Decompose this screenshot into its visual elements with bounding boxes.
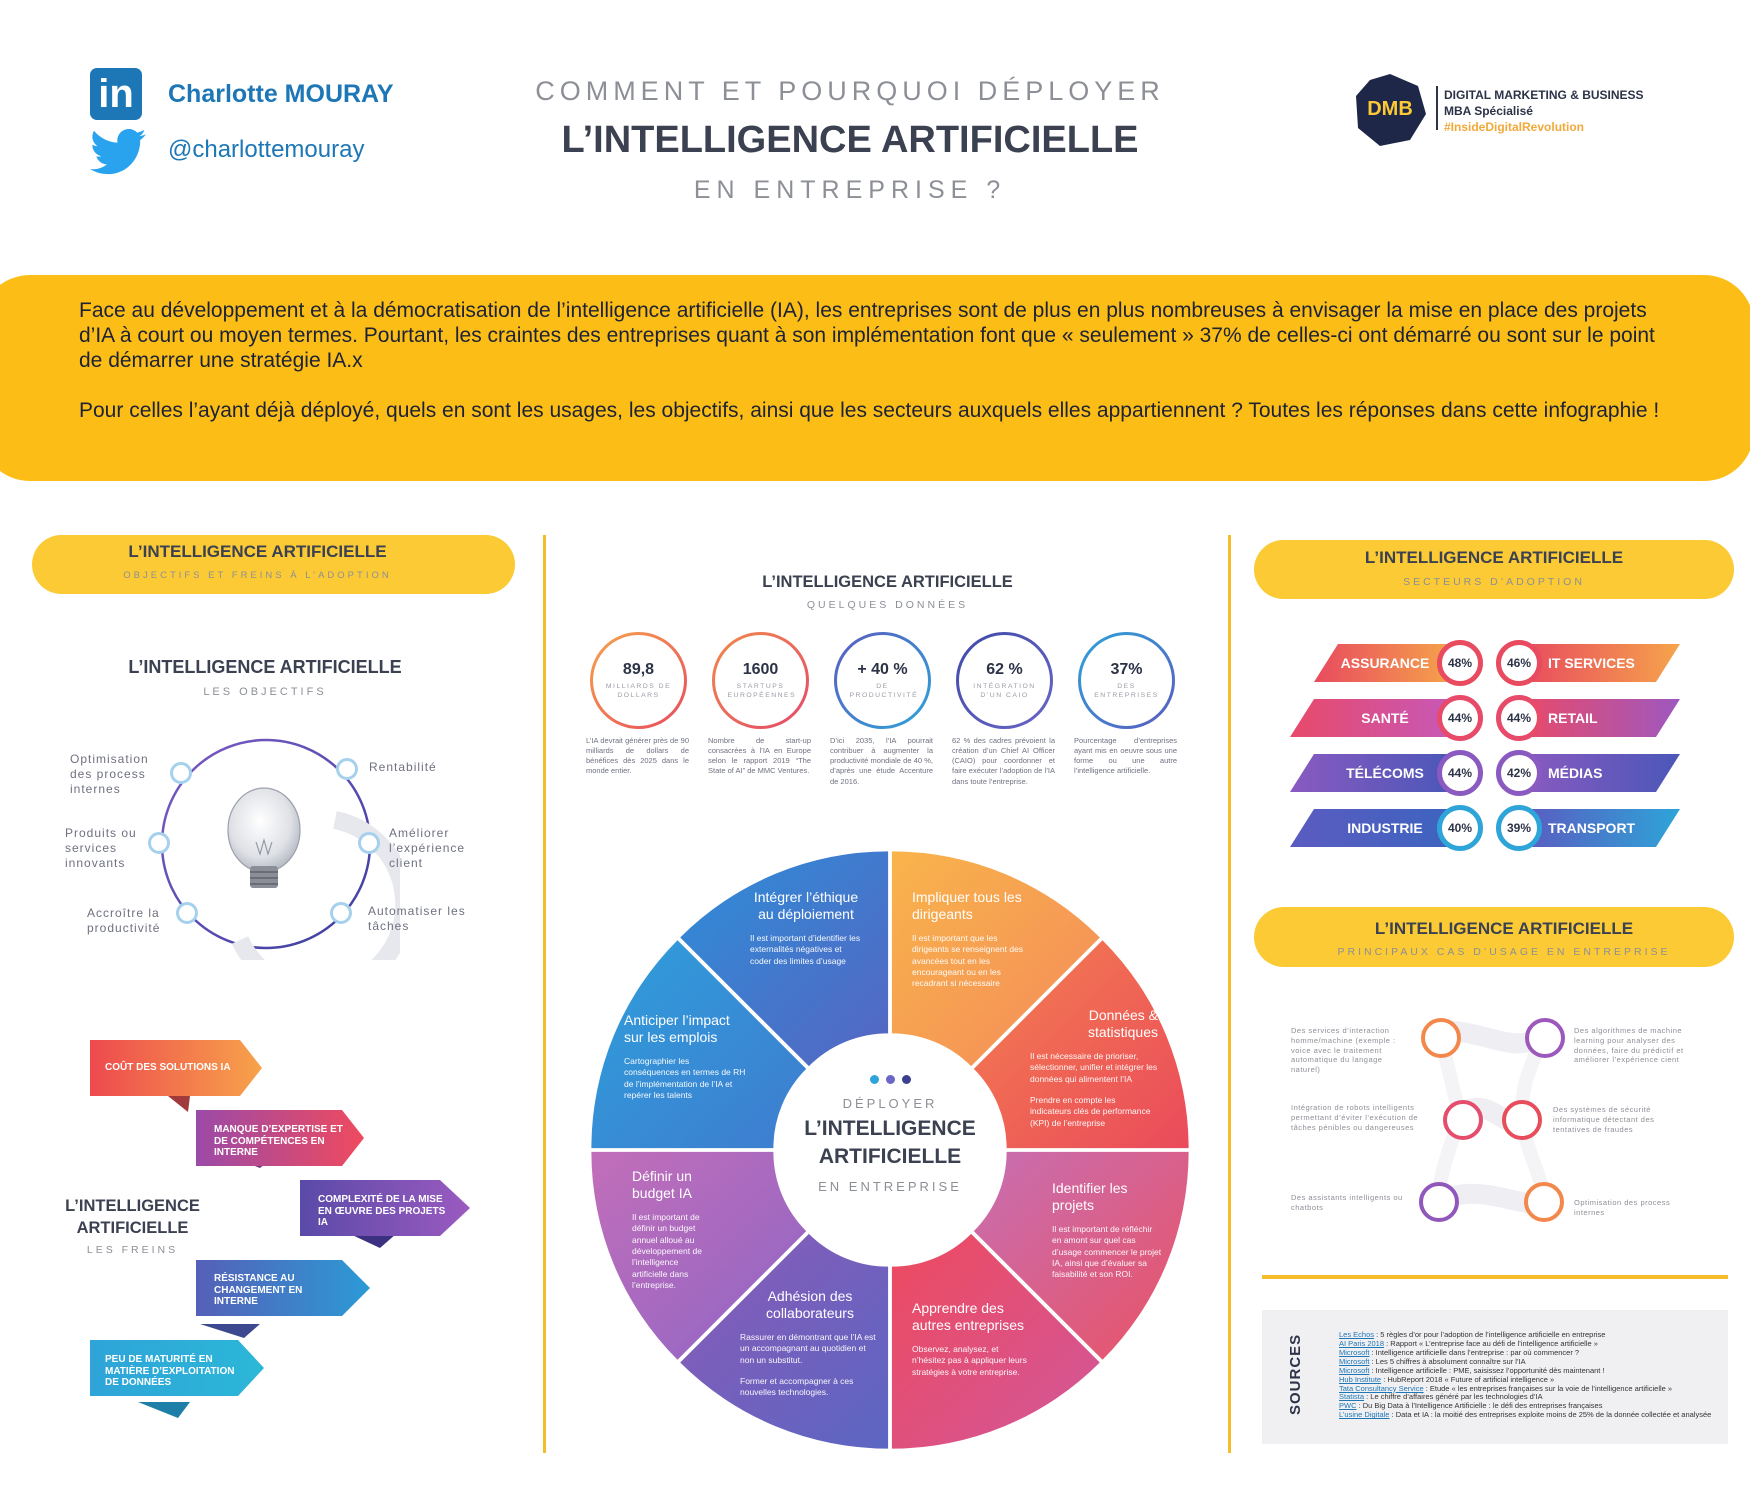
- source-link[interactable]: Hub Institute: [1339, 1374, 1382, 1384]
- sector-percent: 46%: [1496, 640, 1542, 686]
- frein-label: MANQUE D’EXPERTISE ET DE COMPÉTENCES EN INTERNE: [214, 1124, 343, 1158]
- brand-divider: [1436, 86, 1438, 130]
- sector-name: INDUSTRIE: [1347, 820, 1423, 836]
- brand-text: DIGITAL MARKETING & BUSINESS MBA Spécialisé #InsideDigitalRevolution: [1444, 88, 1644, 134]
- wheel-center: DÉPLOYER L’INTELLIGENCE ARTIFICIELLE EN ENTREPRISE: [760, 1075, 1020, 1194]
- column-divider-right: [1228, 535, 1231, 1453]
- sector-percent: 44%: [1437, 695, 1483, 741]
- usages-title: L’INTELLIGENCE ARTIFICIELLE: [1374, 919, 1634, 938]
- objectif-label: Rentabilité: [369, 760, 437, 774]
- stat-description: D’ici 2035, l’IA pourrait contribuer à augmenter la productivité mondiale de 40 %, d’après une étude Accenture de 2016.: [830, 736, 933, 786]
- objectif-node: [358, 832, 380, 854]
- stat-circle: [590, 632, 687, 729]
- sector-percent: 48%: [1437, 640, 1483, 686]
- source-text: : 5 règles d’or pour l’adoption de l’intelligence artificielle en entreprise: [1374, 1330, 1606, 1339]
- objectif-node: [148, 832, 170, 854]
- stat-value: 1600: [742, 660, 779, 678]
- stat-label: INTÉGRATION D’UN CAIO: [973, 682, 1036, 699]
- freins-sub: LES FREINS: [86, 1244, 179, 1256]
- intro-paragraph-2: Pour celles l’ayant déjà déployé, quels en sont les usages, les objectifs, ainsi que les secteurs auxquels elles appartiennent ? Toutes les réponses dans cette infographie !: [79, 399, 1660, 422]
- usage-node: [1443, 1100, 1483, 1140]
- center-title: L’INTELLIGENCE ARTIFICIELLE: [762, 573, 1013, 591]
- objectif-label: Améliorer l’expérience client: [389, 826, 466, 870]
- stat-circle: [1078, 632, 1175, 729]
- objectif-node: [330, 902, 352, 924]
- wheel-segment-text: Intégrer l’éthique au déploiement Il est important d’identifier les externalités négatives et coder des limites d’usage: [750, 889, 861, 966]
- header-line3: EN ENTREPRISE ?: [693, 176, 1007, 204]
- objectif-node: [176, 902, 198, 924]
- sector-name: MÉDIAS: [1548, 765, 1603, 781]
- sector-name: ASSURANCE: [1340, 655, 1430, 671]
- frein-label: PEU DE MATURITÉ EN MATIÈRE D’EXPLOITATION DE DONNÉES: [105, 1354, 235, 1388]
- stat-label: DE PRODUCTIVITÉ: [849, 682, 919, 699]
- objectif-node: [170, 762, 192, 784]
- center-sub: QUELQUES DONNÉES: [806, 599, 969, 611]
- source-link[interactable]: AI Paris 2018: [1339, 1338, 1385, 1348]
- objectif-label: Optimisation des process internes: [70, 752, 149, 796]
- author-name[interactable]: Charlotte MOURAY: [168, 80, 394, 108]
- sector-name: RETAIL: [1548, 710, 1598, 726]
- source-link[interactable]: Statista: [1339, 1392, 1365, 1402]
- stat-value: 37%: [1110, 660, 1143, 678]
- linkedin-icon[interactable]: in: [90, 68, 142, 120]
- frein-label: RÉSISTANCE AU CHANGEMENT EN INTERNE: [214, 1273, 303, 1307]
- source-text: : HubReport 2018 « Future of artificial intelligence »: [1381, 1374, 1555, 1384]
- column-divider-left: [543, 535, 546, 1453]
- objectifs-sub: LES OBJECTIFS: [203, 686, 327, 698]
- sector-percent: 39%: [1496, 805, 1542, 851]
- sector-name: IT SERVICES: [1548, 655, 1635, 671]
- sector-name: TRANSPORT: [1548, 820, 1636, 836]
- source-text: : Du Big Data à l’Intelligence Artificielle : le défi des entreprises françaises: [1356, 1401, 1603, 1411]
- usage-node: [1502, 1100, 1542, 1140]
- stat-value: 89,8: [622, 660, 655, 678]
- source-line[interactable]: [1339, 1411, 1729, 1420]
- source-text: : Intelligence artificielle dans l’entreprise : par où commencer ?: [1369, 1347, 1580, 1357]
- wheel-segment-text: Impliquer tous les dirigeants Il est important que les dirigeants se renseignent des avancées tout en les encourageant ou en les recadrant si nécessaire: [912, 889, 1024, 989]
- objectif-label: Accroître la productivité: [87, 906, 161, 935]
- objectif-node: [336, 758, 358, 780]
- source-link[interactable]: L’usine Digitale: [1339, 1410, 1390, 1420]
- stat-circle: [712, 632, 809, 729]
- usage-node: [1524, 1182, 1564, 1222]
- source-link[interactable]: Tata Consultancy Service: [1339, 1383, 1424, 1393]
- source-link[interactable]: Microsoft: [1339, 1356, 1370, 1366]
- usage-text: Optimisation des process internes: [1574, 1198, 1671, 1217]
- source-text: : Les 5 chiffres à absolument connaître sur l’IA: [1369, 1356, 1526, 1366]
- secteurs-sub: SECTEURS D’ADOPTION: [1403, 576, 1585, 588]
- freins-title: L’INTELLIGENCE ARTIFICIELLE: [65, 1197, 200, 1237]
- frein-label: COMPLEXITÉ DE LA MISE EN ŒUVRE DES PROJETS IA: [318, 1194, 446, 1228]
- usage-text: Des algorithmes de machine learning pour analyser des données, faire du prédictif et améliorer l’expérience cient: [1574, 1026, 1684, 1065]
- stat-description: L’IA devrait générer près de 90 milliards de dollars de bénéfices dès 2025 dans le monde entier.: [586, 736, 689, 776]
- sector-percent: 42%: [1496, 750, 1542, 796]
- stat-description: Pourcentage d’entreprises ayant mis en oeuvre sous une forme ou une autre l’intelligence artificielle.: [1074, 736, 1177, 776]
- sector-percent: 44%: [1496, 695, 1542, 741]
- source-text: : Data et IA : la moitié des entreprises exploite moins de 25% de la donnée collectée et analysée: [1389, 1410, 1712, 1420]
- wheel-segment-text: Apprendre des autres entreprises Observez, analysez, et n’hésitez pas à appliquer leurs stratégies à votre entreprise.: [912, 1300, 1027, 1377]
- usage-text: Intégration de robots intelligents permettant d’éviter l’exécution de tâches pénibles ou dangereuses: [1291, 1103, 1419, 1132]
- source-link[interactable]: Les Echos: [1339, 1330, 1375, 1339]
- usage-text: Des systèmes de sécurité informatique détectant des tentatives de fraudes: [1553, 1105, 1655, 1134]
- dmb-logo: DMB: [1352, 72, 1428, 148]
- objectifs-title: L’INTELLIGENCE ARTIFICIELLE: [128, 657, 402, 677]
- left-banner-sub: OBJECTIFS ET FREINS À L’ADOPTION: [123, 570, 392, 581]
- objectif-label: Automatiser les tâches: [368, 904, 466, 933]
- source-text: : Intelligence artificielle : PME, saisissez l’opportunité dès maintenant !: [1369, 1365, 1605, 1375]
- stats-row: [586, 628, 1200, 798]
- author-handle[interactable]: @charlottemouray: [168, 136, 365, 163]
- wheel-segment-text: Adhésion des collaborateurs Rassurer en démontrant que l’IA est un accompagnant au quotidien et non un substitut. Former et accompagner à ces nouvelles technologies.: [740, 1288, 876, 1398]
- sector-percent: 44%: [1437, 750, 1483, 796]
- stat-description: 62 % des cadres prévoient la création d’un Chief AI Officer (CAIO) pour coordonner et faire exécuter l’adoption de l’IA dans toute l’entreprise.: [952, 736, 1055, 786]
- sources-title: SOURCES: [1287, 1333, 1304, 1415]
- header-line1: COMMENT ET POURQUOI DÉPLOYER: [535, 76, 1165, 106]
- left-banner-title: L’INTELLIGENCE ARTIFICIELLE: [128, 542, 387, 561]
- stat-value: + 40 %: [857, 660, 908, 678]
- source-text: : Le chiffre d’affaires généré par les technologies d’IA: [1364, 1392, 1543, 1402]
- sector-percent: 40%: [1437, 805, 1483, 851]
- stat-label: DES ENTREPRISES: [1094, 682, 1159, 699]
- source-text: : Rapport « L’entreprise face au défi de l’intelligence artificielle »: [1384, 1338, 1598, 1348]
- usage-text: Des assistants intelligents ou chatbots: [1291, 1193, 1403, 1212]
- objectif-label: Produits ou services innovants: [65, 826, 137, 870]
- stat-value: 62 %: [986, 660, 1023, 678]
- wheel-segment-text: Définir un budget IA Il est important de définir un budget annuel alloué au développement de l’intelligence artificielle dans l’entreprise.: [632, 1168, 702, 1291]
- wheel-segment-text: Anticiper l’impact sur les emplois Cartographier les conséquences en termes de RH de l’implémentation de l’IA et repérer les talents: [624, 1012, 746, 1100]
- usage-node: [1421, 1018, 1461, 1058]
- usage-text: Des services d’interaction homme/machine (exemple : voice avec le traitement automatique du langage naturel): [1291, 1026, 1396, 1074]
- source-link[interactable]: Microsoft: [1339, 1347, 1370, 1357]
- twitter-icon[interactable]: [90, 128, 146, 176]
- stat-circle: [834, 632, 931, 729]
- source-link[interactable]: PWC: [1339, 1401, 1357, 1411]
- stat-description: Nombre de start-up consacrées à l’IA en Europe selon le rapport 2019 “The State of AI” de MMC Ventures.: [708, 736, 811, 776]
- usage-node: [1419, 1182, 1459, 1222]
- page-title: L’INTELLIGENCE ARTIFICIELLE: [561, 119, 1139, 161]
- source-text: : Etude « les entreprises françaises sur la voie de l’intelligence artificielle »: [1423, 1383, 1673, 1393]
- usage-node: [1525, 1018, 1565, 1058]
- stat-circle: [956, 632, 1053, 729]
- usages-sub: PRINCIPAUX CAS D’USAGE EN ENTREPRISE: [1337, 946, 1671, 958]
- stat-label: STARTUPS EUROPÉENNES: [727, 682, 797, 699]
- wheel-segment-text: Données & statistiques Il est nécessaire de prioriser, sélectionner, unifier et intégrer les données qui alimentent l’IA Prendre en compte les indicateurs clés de performance (KPI) de l’entreprise: [1030, 1007, 1158, 1128]
- secteurs-title: L’INTELLIGENCE ARTIFICIELLE: [1364, 548, 1624, 567]
- sources-list: [1339, 1331, 1729, 1420]
- sector-name: SANTÉ: [1361, 710, 1409, 726]
- stat-label: MILLIARDS DE DOLLARS: [605, 682, 672, 699]
- wheel-segment-text: Identifier les projets Il est important de réfléchir en amont sur quel cas d’usage commencer le projet IA, ainsi que d’évaluer sa faisabilité et son ROI.: [1052, 1180, 1162, 1280]
- intro-paragraph-1: Face au développement et à la démocratisation de l’intelligence artificielle (IA), les entreprises sont de plus en plus nombreuses à envisager la mise en place des projets d’IA à court ou moyen termes. Pourtant, les craintes des entreprises quant à son implémentation font que « seulement » 37% de celles-ci ont démarré ou sont sur le point de démarrer une stratégie IA.x: [79, 299, 1655, 372]
- frein-label: COÛT DES SOLUTIONS IA: [105, 1062, 231, 1073]
- sector-name: TÉLÉCOMS: [1346, 765, 1424, 781]
- source-link[interactable]: Microsoft: [1339, 1365, 1370, 1375]
- usages-divider: [1262, 1275, 1728, 1279]
